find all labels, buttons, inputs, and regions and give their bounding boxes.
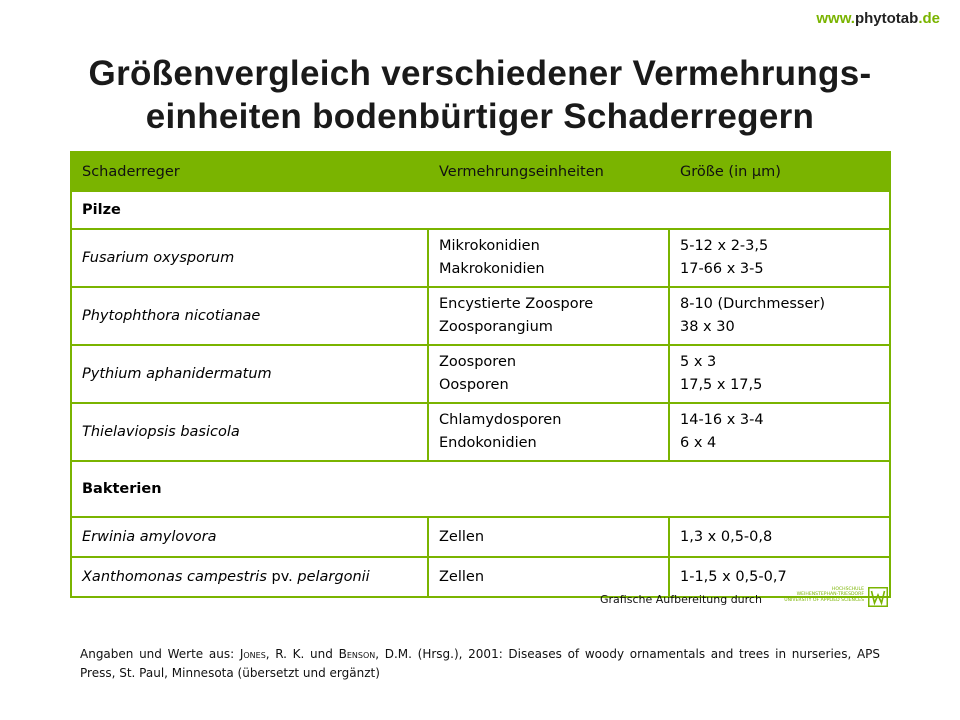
credit-block [600, 586, 890, 612]
propagation-units-line: Mikrokonidien [439, 238, 540, 254]
size-values-line: 5 x 3 [680, 354, 717, 370]
site-url-brand: phytotab [854, 10, 919, 27]
size-values [669, 345, 890, 403]
table-row [71, 517, 890, 557]
pathogen-name: Xanthomonas campestris pv. pelargonii [71, 557, 428, 597]
size-values-line: 5-12 x 2-3,5 [680, 238, 769, 254]
pathogen-name: Phytophthora nicotianae [71, 287, 428, 345]
propagation-units [428, 403, 669, 461]
size-values [669, 229, 890, 287]
size-values-line: 14-16 x 3-4 [680, 412, 764, 428]
university-logo-text: HOCHSCHULE WEIHENSTEPHAN-TRIESDORF UNIVERSITY OF APPLIED SCIENCES [784, 587, 864, 603]
propagation-units-line: Zellen [439, 569, 485, 585]
citation-prefix: Angaben und Werte aus: [80, 647, 240, 661]
column-header-pathogen: Schaderreger [71, 152, 428, 191]
credit-text: Grafische Aufbereitung durch [600, 593, 762, 606]
university-logo [786, 586, 888, 610]
section-row [71, 191, 890, 229]
source-citation [80, 645, 880, 683]
pathogen-name: Thielaviopsis basicola [71, 403, 428, 461]
page-title [40, 52, 920, 138]
propagation-units-line: Oosporen [439, 377, 509, 393]
table-row [71, 403, 890, 461]
size-values-line: 1,3 x 0,5-0,8 [680, 529, 773, 545]
table-row [71, 229, 890, 287]
section-row [71, 461, 890, 517]
size-values [669, 403, 890, 461]
citation-author-2: Benson [338, 647, 376, 661]
propagation-units-line: Endokonidien [439, 435, 537, 451]
page-title-line-2: einheiten bodenbürtiger Schaderregern [145, 97, 815, 136]
table-header-row [71, 152, 890, 191]
propagation-units-line: Makrokonidien [439, 261, 545, 277]
site-url[interactable] [816, 10, 940, 27]
column-header-units: Vermehrungseinheiten [428, 152, 669, 191]
citation-part-3: , D.M. (Hrsg.), 2001: Diseases of woody ornamentals and trees in nurseries, APS Press, St. Paul, Minnesota (übersetzt und ergänzt) [80, 647, 881, 680]
size-values-line: 38 x 30 [680, 319, 735, 335]
pathogen-name: Erwinia amylovora [71, 517, 428, 557]
citation-author-1: Jones [239, 647, 266, 661]
table-body [71, 191, 890, 597]
table-row [71, 287, 890, 345]
section-label: Pilze [71, 191, 890, 229]
size-values-line: 1-1,5 x 0,5-0,7 [680, 569, 787, 585]
propagation-units [428, 229, 669, 287]
citation-part-2: , R. K. und [265, 647, 339, 661]
size-comparison-table [70, 151, 891, 598]
size-values-line: 17-66 x 3-5 [680, 261, 764, 277]
pathogen-name: Pythium aphanidermatum [71, 345, 428, 403]
size-values-line: 8-10 (Durchmesser) [680, 296, 826, 312]
section-label: Bakterien [71, 461, 890, 517]
propagation-units-line: Zellen [439, 529, 485, 545]
university-logo-mark-icon [868, 587, 888, 607]
propagation-units [428, 287, 669, 345]
propagation-units-line: Zoosporangium [439, 319, 553, 335]
page-title-line-1: Größenvergleich verschiedener Vermehrungs- [88, 54, 872, 93]
site-url-prefix: www. [816, 10, 855, 27]
size-values-line: 6 x 4 [680, 435, 717, 451]
size-values [669, 287, 890, 345]
propagation-units-line: Chlamydosporen [439, 412, 562, 428]
propagation-units-line: Encystierte Zoospore [439, 296, 594, 312]
propagation-units-line: Zoosporen [439, 354, 517, 370]
propagation-units [428, 517, 669, 557]
table-row [71, 345, 890, 403]
propagation-units [428, 345, 669, 403]
site-url-tld: .de [918, 10, 940, 27]
column-header-size: Größe (in µm) [669, 152, 890, 191]
size-values-line: 17,5 x 17,5 [680, 377, 763, 393]
size-values [669, 517, 890, 557]
pathogen-name: Fusarium oxysporum [71, 229, 428, 287]
